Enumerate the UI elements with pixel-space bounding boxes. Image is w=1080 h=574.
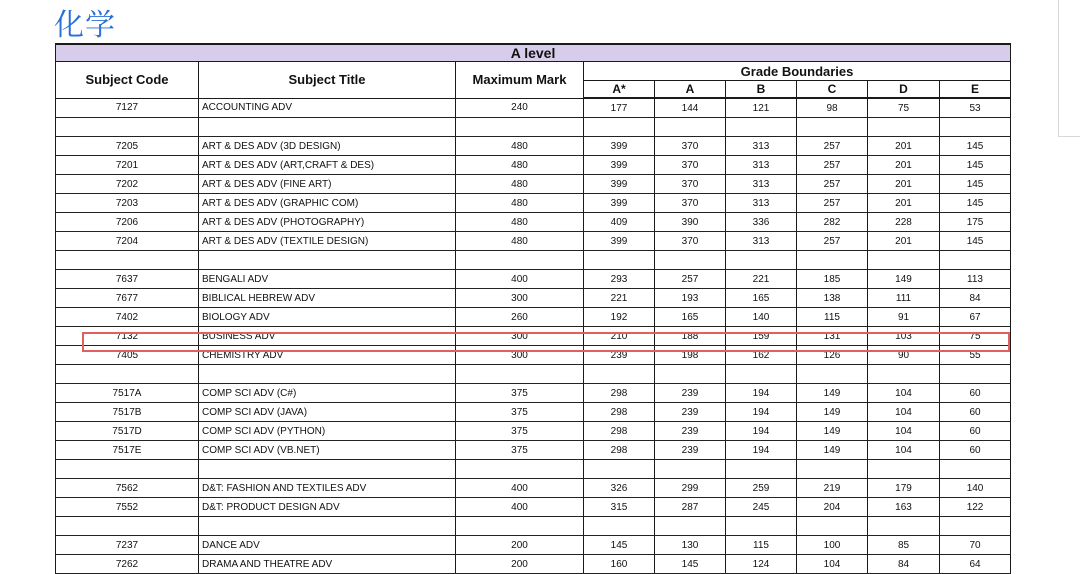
- subject-title-cell: ART & DES ADV (FINE ART): [199, 175, 456, 194]
- subject-code-cell: 7517A: [56, 384, 199, 403]
- subject-code-cell: 7205: [56, 137, 199, 156]
- grade-c-cell: 219: [797, 479, 868, 498]
- grade-a-star-cell: [584, 251, 655, 270]
- grade-e-cell: [940, 251, 1011, 270]
- subject-code-cell: 7237: [56, 536, 199, 555]
- grade-d-cell: 228: [868, 213, 940, 232]
- a-level-band: A level: [56, 44, 1011, 62]
- subject-code-header: Subject Code: [56, 62, 199, 99]
- subject-code-cell: 7203: [56, 194, 199, 213]
- grade-a-star-cell: 298: [584, 403, 655, 422]
- table-row: [56, 327, 1011, 346]
- grade-d-cell: 75: [868, 98, 940, 118]
- grade-a-cell: 370: [655, 175, 726, 194]
- grade-a-cell: [655, 365, 726, 384]
- grade-d-cell: 179: [868, 479, 940, 498]
- subject-title-cell: ART & DES ADV (GRAPHIC COM): [199, 194, 456, 213]
- table-row: [56, 498, 1011, 517]
- subject-code-cell: 7201: [56, 156, 199, 175]
- grade-c-cell: 257: [797, 156, 868, 175]
- grade-e-cell: [940, 118, 1011, 137]
- grade-c-cell: 257: [797, 232, 868, 251]
- subject-title-cell: D&T: FASHION AND TEXTILES ADV: [199, 479, 456, 498]
- grade-a-star-cell: 177: [584, 98, 655, 118]
- subject-title-cell: [199, 365, 456, 384]
- grade-e-cell: [940, 365, 1011, 384]
- subject-title-cell: COMP SCI ADV (C#): [199, 384, 456, 403]
- subject-code-cell: [56, 251, 199, 270]
- grade-a-star-cell: 145: [584, 536, 655, 555]
- grade-b-cell: 121: [726, 98, 797, 118]
- table-row: [56, 137, 1011, 156]
- grade-b-cell: [726, 460, 797, 479]
- subject-code-cell: 7552: [56, 498, 199, 517]
- grade-e-cell: 145: [940, 175, 1011, 194]
- grade-a-star-cell: 399: [584, 137, 655, 156]
- grade-a-star-cell: [584, 460, 655, 479]
- maximum-mark-cell: 400: [456, 270, 584, 289]
- grade-e-cell: 175: [940, 213, 1011, 232]
- grade-b-cell: 313: [726, 175, 797, 194]
- grade-a-cell: 144: [655, 98, 726, 118]
- grade-a-star-cell: 399: [584, 194, 655, 213]
- grade-a-star-cell: 298: [584, 384, 655, 403]
- subject-title-cell: [199, 517, 456, 536]
- grade-d-cell: 149: [868, 270, 940, 289]
- table-row: [56, 555, 1011, 574]
- maximum-mark-cell: [456, 251, 584, 270]
- subject-code-cell: [56, 460, 199, 479]
- grade-e-cell: 84: [940, 289, 1011, 308]
- grade-c-cell: 138: [797, 289, 868, 308]
- grade-c-cell: 149: [797, 403, 868, 422]
- subject-title-cell: BIOLOGY ADV: [199, 308, 456, 327]
- maximum-mark-cell: 480: [456, 232, 584, 251]
- maximum-mark-cell: 240: [456, 98, 584, 118]
- grade-c-cell: 149: [797, 384, 868, 403]
- grade-c-cell: 126: [797, 346, 868, 365]
- grade-a-cell: 130: [655, 536, 726, 555]
- subject-code-cell: 7132: [56, 327, 199, 346]
- grade-d-cell: 201: [868, 137, 940, 156]
- grade-a-star-cell: 293: [584, 270, 655, 289]
- grade-a-cell: 165: [655, 308, 726, 327]
- grade-a-star-cell: 399: [584, 232, 655, 251]
- grade-header-b: B: [726, 81, 797, 99]
- grade-e-cell: 145: [940, 156, 1011, 175]
- subject-code-cell: 7677: [56, 289, 199, 308]
- maximum-mark-cell: 375: [456, 441, 584, 460]
- grade-a-star-cell: [584, 517, 655, 536]
- subject-code-cell: 7204: [56, 232, 199, 251]
- grade-a-star-cell: [584, 118, 655, 137]
- table-row: [56, 98, 1011, 118]
- grade-b-cell: 313: [726, 137, 797, 156]
- table-row: [56, 346, 1011, 365]
- subject-title-cell: COMP SCI ADV (PYTHON): [199, 422, 456, 441]
- grade-b-cell: 194: [726, 384, 797, 403]
- subject-title-cell: ART & DES ADV (TEXTILE DESIGN): [199, 232, 456, 251]
- grade-b-cell: 115: [726, 536, 797, 555]
- table-row: [56, 289, 1011, 308]
- grade-a-cell: [655, 251, 726, 270]
- grade-b-cell: 221: [726, 270, 797, 289]
- subject-code-cell: [56, 118, 199, 137]
- grade-d-cell: 111: [868, 289, 940, 308]
- grade-b-cell: 313: [726, 156, 797, 175]
- grade-e-cell: 67: [940, 308, 1011, 327]
- table-row: [56, 441, 1011, 460]
- grade-b-cell: 336: [726, 213, 797, 232]
- subject-code-cell: 7262: [56, 555, 199, 574]
- grade-d-cell: 103: [868, 327, 940, 346]
- maximum-mark-cell: 375: [456, 403, 584, 422]
- maximum-mark-cell: 400: [456, 498, 584, 517]
- grade-d-cell: 104: [868, 384, 940, 403]
- grade-c-cell: 149: [797, 441, 868, 460]
- maximum-mark-cell: 300: [456, 346, 584, 365]
- subject-code-cell: 7517E: [56, 441, 199, 460]
- grade-e-cell: 60: [940, 384, 1011, 403]
- table-body: [56, 98, 1011, 574]
- grade-a-cell: 370: [655, 156, 726, 175]
- table-row: [56, 194, 1011, 213]
- maximum-mark-cell: 200: [456, 536, 584, 555]
- subject-title-cell: ART & DES ADV (PHOTOGRAPHY): [199, 213, 456, 232]
- grade-a-star-cell: 298: [584, 441, 655, 460]
- subject-code-cell: 7517D: [56, 422, 199, 441]
- grade-c-cell: 149: [797, 422, 868, 441]
- maximum-mark-cell: 375: [456, 384, 584, 403]
- grade-a-star-cell: 315: [584, 498, 655, 517]
- grade-c-cell: 257: [797, 175, 868, 194]
- grade-boundaries-table: [55, 43, 1011, 574]
- subject-title-cell: BUSINESS ADV: [199, 327, 456, 346]
- grade-c-cell: 282: [797, 213, 868, 232]
- grade-c-cell: 131: [797, 327, 868, 346]
- table-row: [56, 365, 1011, 384]
- grade-d-cell: 85: [868, 536, 940, 555]
- grade-e-cell: 75: [940, 327, 1011, 346]
- table-row: [56, 479, 1011, 498]
- table-row: [56, 308, 1011, 327]
- subject-title-cell: COMP SCI ADV (VB.NET): [199, 441, 456, 460]
- grade-a-star-cell: 221: [584, 289, 655, 308]
- grade-header-a: A: [655, 81, 726, 99]
- grade-header-d: D: [868, 81, 940, 99]
- grade-c-cell: [797, 517, 868, 536]
- grade-d-cell: 91: [868, 308, 940, 327]
- maximum-mark-cell: 480: [456, 175, 584, 194]
- maximum-mark-cell: 300: [456, 289, 584, 308]
- maximum-mark-cell: 480: [456, 137, 584, 156]
- maximum-mark-cell: 400: [456, 479, 584, 498]
- grade-d-cell: 104: [868, 422, 940, 441]
- grade-e-cell: 60: [940, 441, 1011, 460]
- grade-b-cell: [726, 118, 797, 137]
- grade-d-cell: [868, 517, 940, 536]
- grade-e-cell: 145: [940, 137, 1011, 156]
- grade-e-cell: 113: [940, 270, 1011, 289]
- subject-title-cell: [199, 251, 456, 270]
- grade-a-cell: 370: [655, 137, 726, 156]
- grade-d-cell: 90: [868, 346, 940, 365]
- grade-a-cell: 370: [655, 194, 726, 213]
- table-row: [56, 213, 1011, 232]
- grade-a-cell: [655, 460, 726, 479]
- grade-b-cell: [726, 365, 797, 384]
- grade-a-cell: 239: [655, 422, 726, 441]
- subject-code-cell: 7405: [56, 346, 199, 365]
- table-row: [56, 403, 1011, 422]
- subject-code-cell: 7202: [56, 175, 199, 194]
- subject-title-cell: [199, 118, 456, 137]
- grade-a-star-cell: 160: [584, 555, 655, 574]
- grade-a-cell: 239: [655, 384, 726, 403]
- subject-code-cell: 7127: [56, 98, 199, 118]
- grade-header-a-star: A*: [584, 81, 655, 99]
- grade-a-star-cell: 239: [584, 346, 655, 365]
- grade-e-cell: 64: [940, 555, 1011, 574]
- maximum-mark-cell: [456, 460, 584, 479]
- subject-title-cell: ACCOUNTING ADV: [199, 98, 456, 118]
- subject-title-cell: ART & DES ADV (ART,CRAFT & DES): [199, 156, 456, 175]
- grade-d-cell: 163: [868, 498, 940, 517]
- grade-b-cell: 162: [726, 346, 797, 365]
- grade-e-cell: 60: [940, 422, 1011, 441]
- grade-a-cell: 299: [655, 479, 726, 498]
- grade-d-cell: [868, 365, 940, 384]
- grade-b-cell: 259: [726, 479, 797, 498]
- side-panel-edge: [1058, 0, 1080, 137]
- table-row: [56, 156, 1011, 175]
- grade-c-cell: [797, 365, 868, 384]
- grade-b-cell: 124: [726, 555, 797, 574]
- table-row: [56, 251, 1011, 270]
- grade-d-cell: [868, 460, 940, 479]
- grade-e-cell: [940, 460, 1011, 479]
- grade-c-cell: 257: [797, 137, 868, 156]
- grade-c-cell: 104: [797, 555, 868, 574]
- subject-title-cell: BIBLICAL HEBREW ADV: [199, 289, 456, 308]
- grade-a-cell: 370: [655, 232, 726, 251]
- table-row: [56, 175, 1011, 194]
- maximum-mark-cell: 480: [456, 156, 584, 175]
- grade-b-cell: 165: [726, 289, 797, 308]
- maximum-mark-cell: 300: [456, 327, 584, 346]
- grade-a-star-cell: 192: [584, 308, 655, 327]
- grade-a-star-cell: 409: [584, 213, 655, 232]
- page-heading: 化学: [54, 8, 116, 43]
- grade-b-cell: [726, 251, 797, 270]
- grade-boundaries-header: Grade Boundaries: [584, 62, 1011, 81]
- subject-title-cell: DRAMA AND THEATRE ADV: [199, 555, 456, 574]
- grade-a-cell: 239: [655, 441, 726, 460]
- grade-a-cell: 198: [655, 346, 726, 365]
- subject-title-cell: DANCE ADV: [199, 536, 456, 555]
- grade-d-cell: 104: [868, 441, 940, 460]
- subject-code-cell: [56, 365, 199, 384]
- grade-a-star-cell: 399: [584, 156, 655, 175]
- grade-c-cell: 98: [797, 98, 868, 118]
- grade-c-cell: [797, 118, 868, 137]
- subject-code-cell: [56, 517, 199, 536]
- table-row: [56, 270, 1011, 289]
- grade-c-cell: 204: [797, 498, 868, 517]
- grade-a-cell: [655, 517, 726, 536]
- maximum-mark-cell: [456, 365, 584, 384]
- table-row: [56, 384, 1011, 403]
- grade-b-cell: 194: [726, 441, 797, 460]
- grade-a-cell: 193: [655, 289, 726, 308]
- grade-b-cell: 140: [726, 308, 797, 327]
- subject-code-cell: 7637: [56, 270, 199, 289]
- grade-e-cell: 53: [940, 98, 1011, 118]
- grade-e-cell: 122: [940, 498, 1011, 517]
- subject-code-cell: 7562: [56, 479, 199, 498]
- maximum-mark-cell: 375: [456, 422, 584, 441]
- subject-title-cell: D&T: PRODUCT DESIGN ADV: [199, 498, 456, 517]
- grade-b-cell: 313: [726, 232, 797, 251]
- grade-d-cell: 201: [868, 175, 940, 194]
- grade-c-cell: 257: [797, 194, 868, 213]
- grade-c-cell: 115: [797, 308, 868, 327]
- grade-e-cell: 145: [940, 194, 1011, 213]
- grade-d-cell: 201: [868, 156, 940, 175]
- grade-b-cell: 245: [726, 498, 797, 517]
- grade-e-cell: 55: [940, 346, 1011, 365]
- grade-d-cell: [868, 118, 940, 137]
- grade-c-cell: [797, 251, 868, 270]
- grade-e-cell: 140: [940, 479, 1011, 498]
- subject-title-cell: CHEMISTRY ADV: [199, 346, 456, 365]
- subject-code-cell: 7402: [56, 308, 199, 327]
- maximum-mark-cell: 480: [456, 194, 584, 213]
- table-row: [56, 118, 1011, 137]
- subject-title-cell: BENGALI ADV: [199, 270, 456, 289]
- grade-b-cell: 313: [726, 194, 797, 213]
- grade-d-cell: 104: [868, 403, 940, 422]
- table-row: [56, 460, 1011, 479]
- grade-a-star-cell: 399: [584, 175, 655, 194]
- grade-header-c: C: [797, 81, 868, 99]
- grade-a-cell: 188: [655, 327, 726, 346]
- maximum-mark-cell: 260: [456, 308, 584, 327]
- grade-a-star-cell: 326: [584, 479, 655, 498]
- grade-c-cell: [797, 460, 868, 479]
- table-row: [56, 422, 1011, 441]
- grade-b-cell: 194: [726, 403, 797, 422]
- grade-d-cell: 201: [868, 194, 940, 213]
- grade-a-star-cell: [584, 365, 655, 384]
- subject-title-cell: [199, 460, 456, 479]
- grade-a-star-cell: 210: [584, 327, 655, 346]
- grade-a-cell: 287: [655, 498, 726, 517]
- grade-a-cell: 239: [655, 403, 726, 422]
- grade-b-cell: 194: [726, 422, 797, 441]
- grade-c-cell: 185: [797, 270, 868, 289]
- grade-a-cell: [655, 118, 726, 137]
- grade-a-cell: 145: [655, 555, 726, 574]
- grade-d-cell: 84: [868, 555, 940, 574]
- subject-title-cell: ART & DES ADV (3D DESIGN): [199, 137, 456, 156]
- grade-e-cell: 70: [940, 536, 1011, 555]
- grade-header-e: E: [940, 81, 1011, 99]
- subject-code-cell: 7517B: [56, 403, 199, 422]
- maximum-mark-cell: 480: [456, 213, 584, 232]
- maximum-mark-cell: [456, 517, 584, 536]
- maximum-mark-cell: [456, 118, 584, 137]
- subject-title-header: Subject Title: [199, 62, 456, 99]
- maximum-mark-cell: 200: [456, 555, 584, 574]
- grade-d-cell: [868, 251, 940, 270]
- subject-title-cell: COMP SCI ADV (JAVA): [199, 403, 456, 422]
- grade-a-cell: 257: [655, 270, 726, 289]
- table-row: [56, 517, 1011, 536]
- grade-a-star-cell: 298: [584, 422, 655, 441]
- grade-b-cell: 159: [726, 327, 797, 346]
- subject-code-cell: 7206: [56, 213, 199, 232]
- grade-c-cell: 100: [797, 536, 868, 555]
- grade-e-cell: 60: [940, 403, 1011, 422]
- grade-e-cell: 145: [940, 232, 1011, 251]
- grade-a-cell: 390: [655, 213, 726, 232]
- grade-b-cell: [726, 517, 797, 536]
- grade-e-cell: [940, 517, 1011, 536]
- grade-d-cell: 201: [868, 232, 940, 251]
- table-row: [56, 536, 1011, 555]
- table-row: [56, 232, 1011, 251]
- maximum-mark-header: Maximum Mark: [456, 62, 584, 99]
